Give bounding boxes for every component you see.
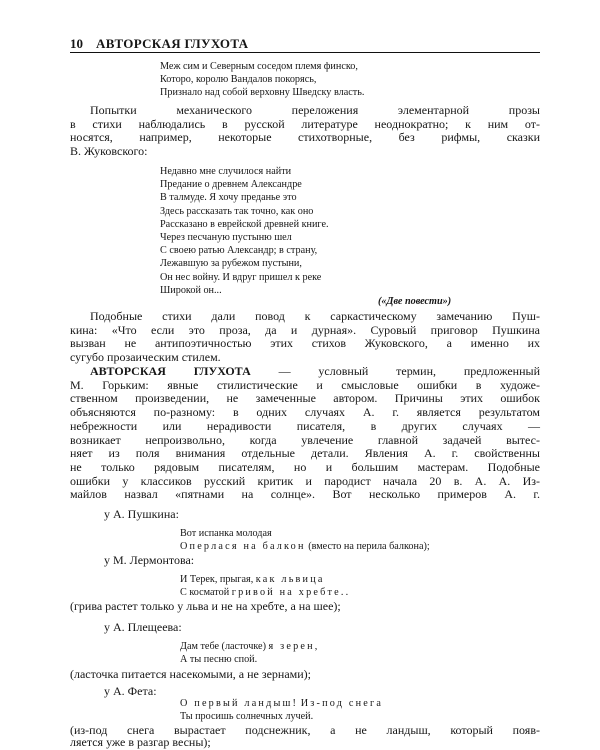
example-verse-fet: [180, 697, 383, 723]
emphasized-text: Оперлася на балкон: [180, 541, 306, 553]
example-label-pushkin: у А. Пушкина:: [104, 507, 179, 521]
verse-line: Предание о древнем Александре: [160, 179, 302, 191]
verse-line: Он нес войну. И вдруг пришел к реке: [160, 271, 322, 283]
verse-line: Которо, королю Вандалов покорясь,: [160, 74, 317, 86]
comment-lermontov: [70, 600, 540, 614]
emphasized-text: О первый ландыш!: [180, 698, 299, 709]
verse-line: Широкой он...: [160, 284, 222, 296]
verse-text: С косматой: [180, 587, 230, 599]
text-line: Попытки механического переложения элементарной прозы: [90, 103, 540, 117]
text-line: ственном произведении, не замеченные автором. Причины этих ошибок: [70, 391, 540, 406]
verse-text: И Терек, прыгая,: [180, 574, 254, 585]
entry-headword: АВТОРСКАЯ ГЛУХОТА: [90, 364, 251, 378]
emphasized-text: я зерен,: [268, 641, 320, 652]
text-line: Подобные стихи дали повод к саркастическому замечанию Пуш-: [90, 309, 540, 323]
verse-line: Вот испанка молодая: [180, 528, 272, 539]
verse-attribution: («Две повести»): [378, 296, 452, 307]
emphasized-text: гривой на хребте..: [231, 587, 351, 599]
verse-line: Меж сим и Северным соседом племя финско,: [160, 61, 358, 72]
page-number: 10: [70, 36, 83, 51]
example-label-lermontov: у М. Лермонтова:: [104, 553, 195, 567]
text-line: объясняются по-разному: в одних случаях А. г. является результатом: [70, 405, 540, 420]
verse-line: В талмуде. Я хочу преданье это: [160, 192, 297, 204]
example-label-fet: у А. Фета:: [104, 684, 157, 698]
verse-note: (вместо на перила балкона);: [308, 541, 430, 553]
verse-line: Ты просишь солнечных лучей.: [180, 711, 314, 723]
text-line: вызван не антипоэтичностью этих стихов Жуковского, а именно их: [70, 336, 540, 351]
text-line: кина: «Что если это проза, да и дурная». Суровый приговор Пушкина: [70, 322, 540, 337]
text-line: в стихи наблюдались в русской литературе неоднократно; к ним от-: [70, 116, 540, 131]
running-title: АВТОРСКАЯ ГЛУХОТА: [96, 36, 249, 51]
verse-line: Лежавшую за рубежом пустыни,: [160, 258, 302, 270]
verse-text: Дам тебе (ласточке): [180, 641, 266, 652]
verse-line: Через песчаную пустыню шел: [160, 232, 292, 244]
verse-quote-1: [160, 60, 364, 100]
verse-quote-zhukovsky: [160, 165, 329, 297]
text-line: сугубо прозаическим стилем.: [70, 350, 221, 365]
header-rule: [70, 52, 540, 53]
text-line: возникает непроизвольно, когда увлечение главной задачей вытес-: [70, 432, 540, 447]
text-line: (ласточка питается насекомыми, а не зернами);: [70, 667, 311, 681]
text-line: — условный термин, предложенный: [278, 364, 541, 378]
text-line: небрежности или нерадивости писателя, в других случаях —: [70, 418, 540, 433]
paragraph-mechanical-verse: [70, 104, 540, 159]
verse-line: Рассказано в еврейской древней книге.: [160, 218, 329, 230]
example-verse-pushkin: [180, 527, 430, 553]
text-line: майлов назвал «пятнами на солнце». Вот несколько примеров А. г.: [70, 487, 540, 502]
comment-fet: [70, 724, 540, 748]
example-verse-lermontov: [180, 573, 350, 599]
emphasized-text: Из-под снега: [300, 698, 384, 709]
text-line: няет из поля внимания отдельные детали. Явления А. г. свойственны: [70, 446, 540, 461]
text-line: (из-под снега вырастает подснежник, а не ландыш, который появ-: [70, 723, 540, 737]
text-line: В. Жуковского:: [70, 144, 148, 159]
text-line: не только рядовым писателям, но и большим мастерам. Подобные: [70, 459, 540, 474]
text-line: ляется уже в разгар весны);: [70, 735, 211, 749]
verse-line: Здесь рассказать так точно, как оно: [160, 205, 314, 217]
verse-line: А ты песню спой.: [180, 654, 258, 666]
paragraph-pushkin-remark: [70, 310, 540, 365]
verse-line: С своею ратью Александр; в страну,: [160, 245, 318, 257]
entry-avtorskaya-glukhota: [70, 365, 540, 502]
example-verse-pleshcheev: [180, 640, 320, 666]
emphasized-text: как львица: [255, 574, 325, 585]
example-label-pleshcheev: у А. Плещеева:: [104, 620, 182, 634]
text-line: ошибки у классиков русский критик и пародист начала 20 в. А. А. Из-: [70, 473, 540, 488]
comment-pleshcheev: [70, 668, 540, 682]
verse-line: Признало над собой верховну Шведску власть.: [160, 87, 365, 99]
text-line: М. Горьким: явные стилистические и смысловые ошибки в художе-: [70, 377, 540, 392]
text-line: (грива растет только у льва и не на хребте, а на шее);: [70, 599, 341, 613]
text-line: носятся, например, некоторые стихотворные, без рифмы, сказки: [70, 130, 540, 145]
verse-line: Недавно мне случилося найти: [160, 166, 292, 177]
